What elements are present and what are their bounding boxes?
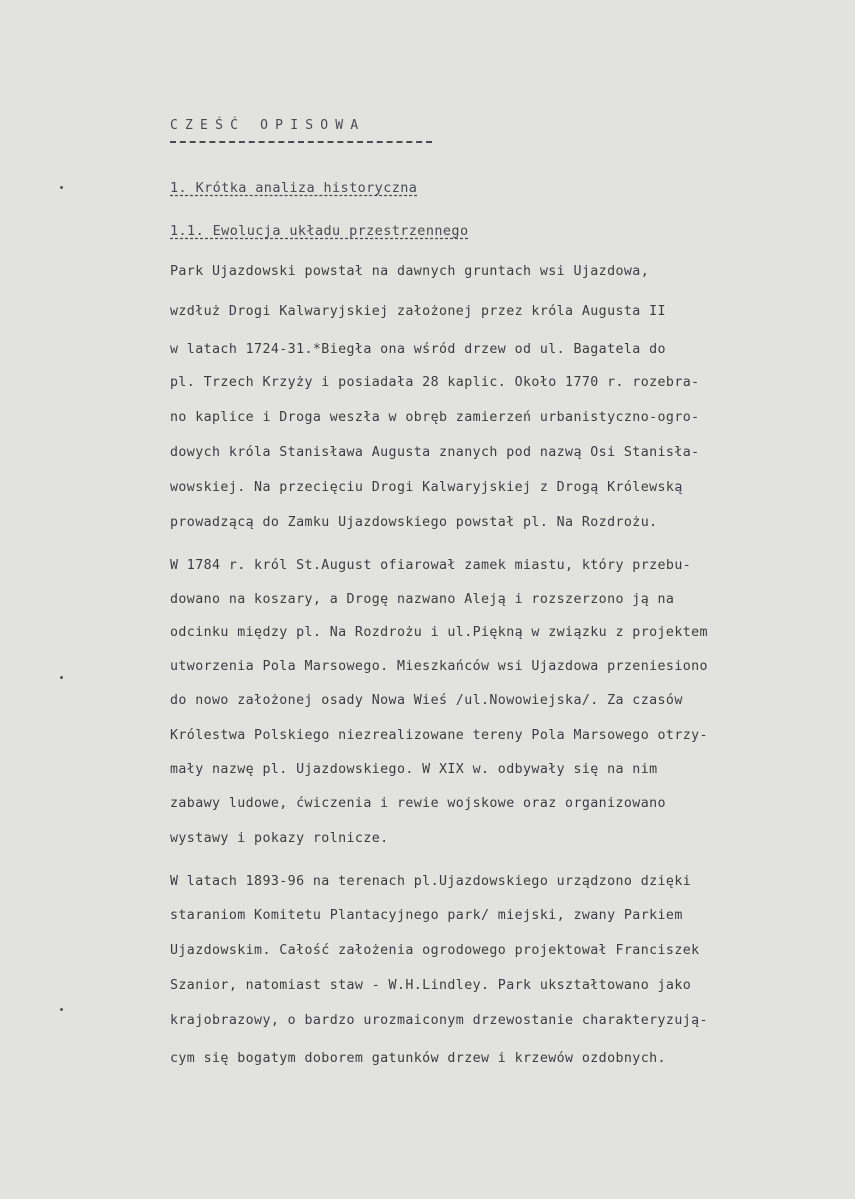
margin-dot xyxy=(60,1008,63,1011)
paragraph-1-line: wowskiej. Na przecięciu Drogi Kalwaryjskiej z Drogą Królewską xyxy=(170,480,683,495)
paragraph-1-line: dowych króla Stanisława Augusta znanych pod nazwą Osi Stanisła- xyxy=(170,445,700,460)
paragraph-2-line: W 1784 r. król St.August ofiarował zamek miastu, który przebu- xyxy=(170,558,692,573)
heading-underline xyxy=(170,141,432,143)
paragraph-3-line: Szanior, natomiast staw - W.H.Lindley. Park ukształtowano jako xyxy=(170,978,692,993)
paragraph-1-line: pl. Trzech Krzyży i posiadała 28 kaplic. Około 1770 r. rozebra- xyxy=(170,375,700,390)
paragraph-2-line: mały nazwę pl. Ujazdowskiego. W XIX w. odbywały się na nim xyxy=(170,762,658,777)
paragraph-3-line: krajobrazowy, o bardzo urozmaiconym drzewostanie charakteryzują- xyxy=(170,1013,708,1028)
paragraph-2-line: Królestwa Polskiego niezrealizowane tereny Pola Marsowego otrzy- xyxy=(170,728,708,743)
paragraph-2-line: utworzenia Pola Marsowego. Mieszkańców wsi Ujazdowa przeniesiono xyxy=(170,659,708,674)
margin-dot xyxy=(60,186,63,189)
paragraph-1-line: prowadzącą do Zamku Ujazdowskiego powstał pl. Na Rozdrożu. xyxy=(170,515,658,530)
paragraph-1-line: Park Ujazdowski powstał na dawnych gruntach wsi Ujazdowa, xyxy=(170,264,650,279)
section-title-1-1: 1.1. Ewolucja układu przestrzennego xyxy=(170,223,469,239)
paragraph-1-line: wzdłuż Drogi Kalwaryjskiej założonej przez króla Augusta II xyxy=(170,304,666,319)
document-heading: CZEŚĆ OPISOWA xyxy=(170,118,366,133)
margin-dot xyxy=(60,676,63,679)
paragraph-2-line: dowano na koszary, a Drogę nazwano Aleją i rozszerzono ją na xyxy=(170,592,675,607)
paragraph-2-line: odcinku między pl. Na Rozdrożu i ul.Piękną w związku z projektem xyxy=(170,625,708,640)
paragraph-3-line: staraniom Komitetu Plantacyjnego park/ miejski, zwany Parkiem xyxy=(170,908,683,923)
paragraph-3-line: Ujazdowskim. Całość założenia ogrodowego projektował Franciszek xyxy=(170,943,700,958)
paragraph-3-line: cym się bogatym doborem gatunków drzew i krzewów ozdobnych. xyxy=(170,1051,666,1066)
paragraph-2-line: wystawy i pokazy rolnicze. xyxy=(170,831,389,846)
paragraph-2-line: zabawy ludowe, ćwiczenia i rewie wojskowe oraz organizowano xyxy=(170,796,666,811)
paragraph-3-line: W latach 1893-96 na terenach pl.Ujazdowskiego urządzono dzięki xyxy=(170,874,692,889)
paragraph-2-line: do nowo założonej osady Nowa Wieś /ul.Nowowiejska/. Za czasów xyxy=(170,693,683,708)
paragraph-1-line: w latach 1724-31.*Biegła ona wśród drzew od ul. Bagatela do xyxy=(170,342,666,357)
paragraph-1-line: no kaplice i Droga weszła w obręb zamierzeń urbanistyczno-ogro- xyxy=(170,410,700,425)
section-title-1: 1. Krótka analiza historyczna xyxy=(170,180,418,196)
